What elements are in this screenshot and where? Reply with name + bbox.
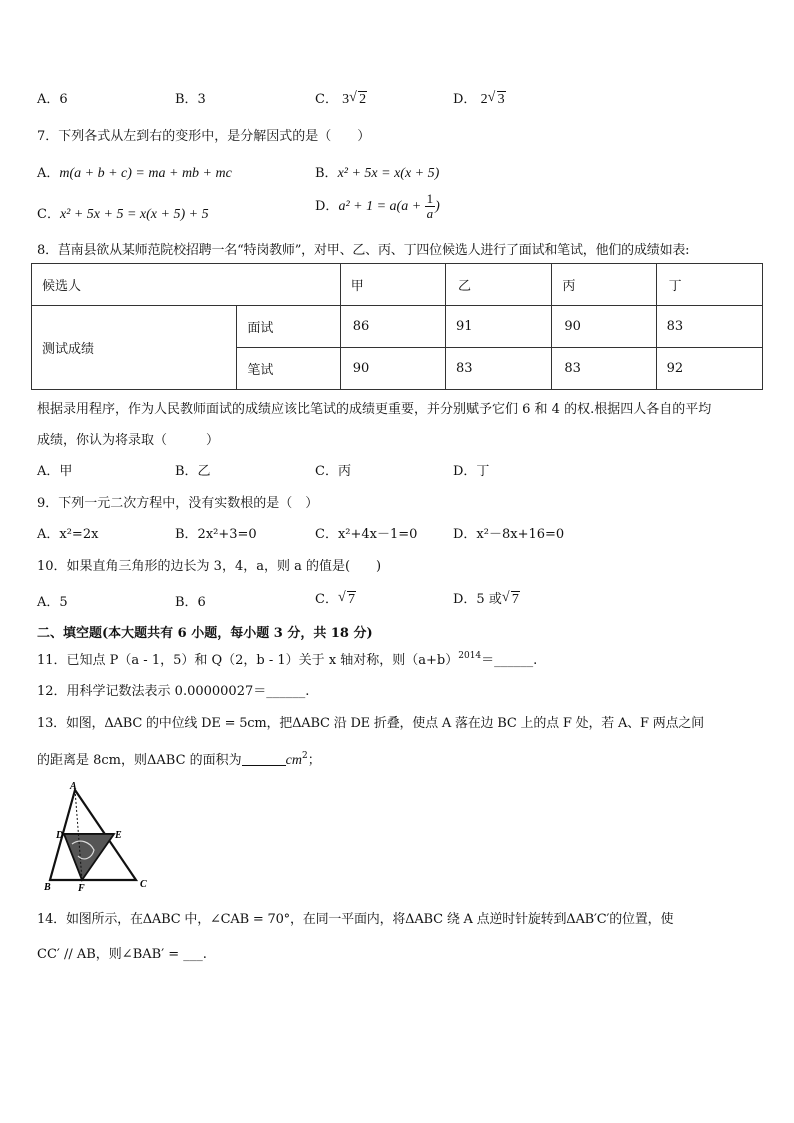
q8-text-line1: 根据录用程序，作为人民教师面试的成绩应该比笔试的成绩更重要，并分别赋予它们 6 和 4 的权.根据四人各自的平均 (37, 402, 712, 417)
table-score-label: 测试成绩 (32, 306, 237, 390)
q8-option-a: A．甲 (37, 464, 73, 479)
q11-tail: ＝______. (481, 653, 538, 668)
q6-option-a: A．6 (37, 92, 68, 107)
q13-unit-exponent: 2 (302, 751, 308, 761)
q7-option-c (37, 203, 209, 223)
q7-option-d (315, 192, 440, 221)
q11-text (37, 649, 537, 668)
label-b: B (44, 882, 51, 892)
label-d: D (56, 830, 64, 841)
q7-option-b (315, 162, 439, 182)
q6-option-d-label: D． (453, 92, 477, 107)
q6-option-b: B．3 (175, 92, 206, 107)
q8-option-c: C．丙 (315, 464, 351, 479)
table-written-label: 笔试 (237, 348, 340, 390)
q6-option-d (453, 88, 506, 108)
q6-option-d-sqrt: √ 3 (487, 90, 505, 107)
q7-option-a (37, 162, 232, 182)
q10-option-b: B．6 (175, 595, 206, 610)
q13-line1: 13．如图，ΔABC 的中位线 DE = 5cm，把ΔABC 沿 DE 折叠，使点 A 落在边 BC 上的点 F 处，若 A、F 两点之间 (37, 716, 704, 731)
q6-option-c-sqrt: √ 2 (349, 90, 367, 107)
table-header-jia: 甲 (340, 264, 445, 306)
q10-option-d (453, 588, 520, 608)
q7-option-d-close: ) (435, 199, 440, 214)
table-cell: 83 (656, 306, 762, 348)
q6-option-c-coef: 3 (342, 92, 350, 107)
q10-option-c-label: C． (315, 592, 338, 607)
q13-unit: cm (285, 753, 302, 768)
q7-option-c-expr: x² + 5x + 5 = x(x + 5) + 5 (59, 207, 209, 222)
q10-option-d-label: D．5 或 (453, 592, 502, 607)
label-c: C (140, 879, 147, 890)
q8-option-b: B．乙 (175, 464, 211, 479)
table-header-bing: 丙 (552, 264, 656, 306)
q10-option-d-sqrt: √ 7 (501, 590, 519, 607)
table-cell: 86 (340, 306, 445, 348)
table-cell: 90 (552, 306, 656, 348)
q7-option-d-numerator: 1 (426, 191, 434, 206)
q10-option-c-sqrt: √ 7 (337, 590, 355, 607)
q8-text-line2: 成绩，你认为将录取（ ） (37, 433, 220, 448)
q8-score-table (31, 263, 763, 390)
q13-answer-blank[interactable] (242, 753, 286, 766)
q13-line2-end: ； (307, 753, 321, 768)
q10-option-a: A．5 (37, 595, 68, 610)
q9-option-c: C．x²+4x－1=0 (315, 527, 418, 542)
q10-stem: 10．如果直角三角形的边长为 3，4，a，则 a 的值是( ) (37, 559, 382, 574)
label-f: F (78, 883, 85, 892)
q7-option-a-label: A． (37, 166, 60, 181)
q7-option-d-denominator: a (426, 206, 434, 221)
q7-option-b-label: B． (315, 166, 338, 181)
q7-option-a-expr: m(a + b + c) = ma + mb + mc (59, 166, 232, 181)
q11-body: 11．已知点 P（a - 1，5）和 Q（2，b - 1）关于 x 轴对称，则（a+b） (37, 653, 459, 668)
q10-option-c-radicand: 7 (347, 592, 355, 607)
q10-option-c (315, 588, 356, 608)
q6-option-c-radicand: 2 (359, 92, 367, 107)
q13-line2 (37, 749, 321, 769)
q14-line2: CC′ // AB，则∠BAB′ = ___. (37, 947, 207, 962)
table-cell: 83 (446, 348, 552, 390)
q6-option-d-radicand: 3 (497, 92, 505, 107)
table-header-candidate: 候选人 (32, 264, 341, 306)
q6-option-d-coef: 2 (480, 92, 488, 107)
q9-option-b: B．2x²+3=0 (175, 527, 257, 542)
q9-option-d: D．x²－8x+16=0 (453, 527, 565, 542)
q10-option-d-radicand: 7 (511, 592, 519, 607)
table-interview-label: 面试 (237, 306, 340, 348)
q7-option-d-label: D． (315, 199, 339, 214)
q13-line2-text: 的距离是 8cm，则ΔABC 的面积为 (37, 753, 242, 768)
q7-stem: 7．下列各式从左到右的变形中，是分解因式的是（ ） (37, 129, 371, 144)
q7-option-b-expr: x² + 5x = x(x + 5) (337, 166, 440, 181)
q8-option-d: D．丁 (453, 464, 490, 479)
q6-option-c-label: C． (315, 92, 338, 107)
q9-option-a: A．x²=2x (37, 527, 99, 542)
q7-option-d-fraction (425, 192, 436, 221)
table-cell: 90 (340, 348, 445, 390)
table-header-ding: 丁 (656, 264, 762, 306)
table-header-yi: 乙 (446, 264, 552, 306)
q7-option-c-label: C． (37, 207, 60, 222)
q13-triangle-figure (44, 780, 156, 892)
label-a: A (70, 781, 77, 792)
q14-line1: 14．如图所示，在ΔABC 中，∠CAB = 70°，在同一平面内，将ΔABC 绕 A 点逆时针旋转到ΔAB′C′的位置，使 (37, 912, 674, 927)
q12-text: 12．用科学记数法表示 0.00000027＝______. (37, 684, 310, 699)
label-e: E (115, 830, 122, 841)
q9-stem: 9．下列一元二次方程中，没有实数根的是（ ） (37, 496, 319, 511)
table-cell: 91 (446, 306, 552, 348)
q6-option-c (315, 88, 367, 108)
q8-stem: 8．莒南县欲从某师范院校招聘一名“特岗教师”，对甲、乙、丙、丁四位候选人进行了面试和笔试，他们的成绩如表: (37, 243, 690, 258)
section-title-fill-blank: 二、填空题(本大题共有 6 小题，每小题 3 分，共 18 分) (37, 626, 373, 641)
q7-option-d-expr: a² + 1 = a(a + (338, 199, 425, 214)
table-cell: 83 (552, 348, 656, 390)
q11-exponent: 2014 (458, 651, 482, 661)
table-cell: 92 (656, 348, 762, 390)
